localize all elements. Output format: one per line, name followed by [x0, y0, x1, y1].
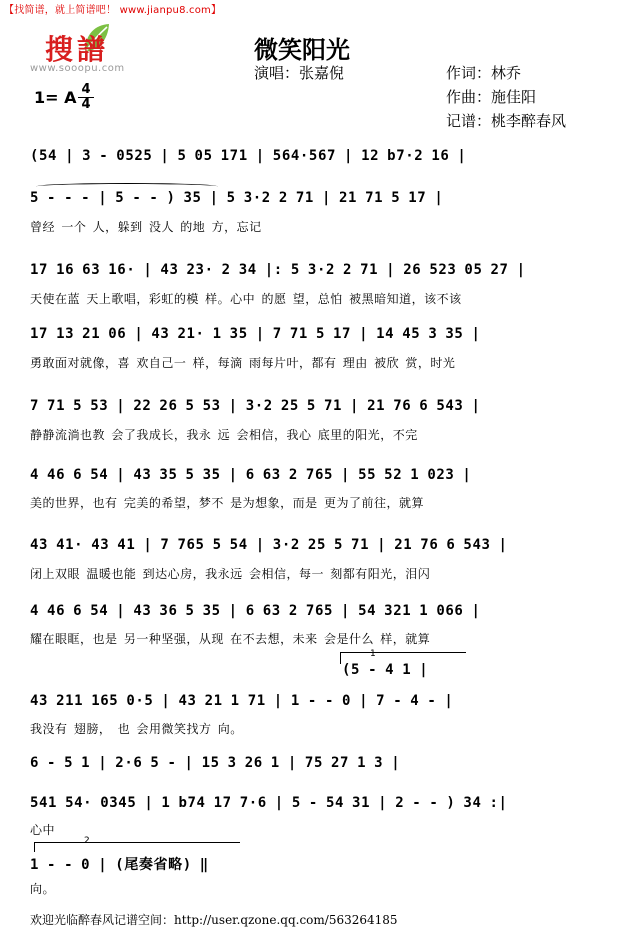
score-line-8: 4 46 6 54 | 43 36 5 35 | 6 63 2 765 | 54 321 1 066 | [30, 603, 481, 619]
score-line-7: 43 41· 43 41 | 7 765 5 54 | 3·2 25 5 71 | 21 76 6 543 | [30, 537, 508, 553]
lyric-line-3: 天使在蓝 天上歌唱，彩虹的模 样。心中 的愿 望，总怕 被黑暗知道，该不该 [30, 292, 462, 306]
score-line-6: 4 46 6 54 | 43 35 5 35 | 6 63 2 765 | 55 52 1 023 | [30, 467, 472, 483]
score-line-11: 541 54· 0345 | 1 b74 17 7·6 | 5 - 54 31 | 2 - - ) 34 :| [30, 795, 508, 811]
volta-number-1: 1 [370, 649, 376, 659]
lyric-line-12: 向。 [30, 882, 56, 896]
lyric-line-9: 我没有 翅膀， 也 会用微笑找方 向。 [30, 722, 243, 736]
tie-arc [36, 183, 218, 190]
key-signature: 1= A [34, 88, 77, 107]
time-signature-bottom: 4 [81, 97, 91, 112]
score-line-9: 43 211 165 0·5 | 43 21 1 71 | 1 - - 0 | 7 - 4 - | [30, 693, 454, 709]
lyric-line-5: 静静流淌也教 会了我成长，我永 远 会相信，我心 底里的阳光，不完 [30, 428, 418, 442]
score-line-5: 7 71 5 53 | 22 26 5 53 | 3·2 25 5 71 | 21 76 6 543 | [30, 398, 481, 414]
transcriber-credit: 记谱：桃李醉春风 [446, 112, 567, 130]
footer-link[interactable]: 欢迎光临醉春风记谱空间：http://user.qzone.qq.com/563264185 [30, 913, 398, 927]
time-signature [78, 84, 94, 111]
lyric-line-6: 美的世界，也有 完美的希望，梦不 是为想象，而是 更为了前往，就算 [30, 496, 424, 510]
site-url[interactable]: www.sooopu.com [30, 63, 125, 74]
volta-number-2: 2 [84, 836, 90, 846]
lyric-line-11: 心中 [30, 823, 56, 837]
site-logo[interactable]: 搜譜 [45, 33, 110, 66]
score-line-12: 1 - - 0 | (尾奏省略) ‖ [30, 857, 209, 873]
song-title: 微笑阳光 [254, 36, 350, 64]
singer-credit: 演唱：张嘉倪 [254, 64, 345, 82]
time-signature-top: 4 [81, 82, 91, 97]
volta-bracket-top [340, 652, 466, 653]
lyricist-credit: 作词：林乔 [446, 64, 522, 82]
composer-credit: 作曲：施佳阳 [446, 88, 537, 106]
score-line-10: 6 - 5 1 | 2·6 5 - | 15 3 26 1 | 75 27 1 3 | [30, 755, 401, 771]
score-line-3: 17 16 63 16· | 43 23· 2 34 |: 5 3·2 2 71 | 26 523 05 27 | [30, 262, 526, 278]
volta-bracket-left [340, 652, 341, 664]
score-line-4: 17 13 21 06 | 43 21· 1 35 | 7 71 5 17 | 14 45 3 35 | [30, 326, 481, 342]
volta2-bracket-top [34, 842, 240, 843]
lyric-line-8: 耀在眼眶，也是 另一种坚强，从现 在不去想，未来 会是什么 样，就算 [30, 632, 431, 646]
source-banner[interactable]: 【找简谱，就上简谱吧！ www.jianpu8.com】 [4, 5, 222, 16]
lyric-line-4: 勇敢面对就像，喜 欢自己一 样，每滴 雨每片叶，都有 理由 被欣 赏，时光 [30, 356, 456, 370]
inline-volta-notes: (5 - 4 1 | [342, 662, 429, 678]
lyric-line-7: 闭上双眼 温暖也能 到达心房，我永远 会相信，每一 刻都有阳光，泪闪 [30, 567, 431, 581]
score-line-1: (54 | 3 - 0525 | 5 05 171 | 564·567 | 12 b7·2 16 | [30, 148, 467, 164]
lyric-line-2: 曾经 一个 人，躲到 没人 的地 方，忘记 [30, 220, 262, 234]
score-line-2: 5 - - - | 5 - - ) 35 | 5 3·2 2 71 | 21 71 5 17 | [30, 190, 444, 206]
volta2-bracket-left [34, 842, 35, 852]
